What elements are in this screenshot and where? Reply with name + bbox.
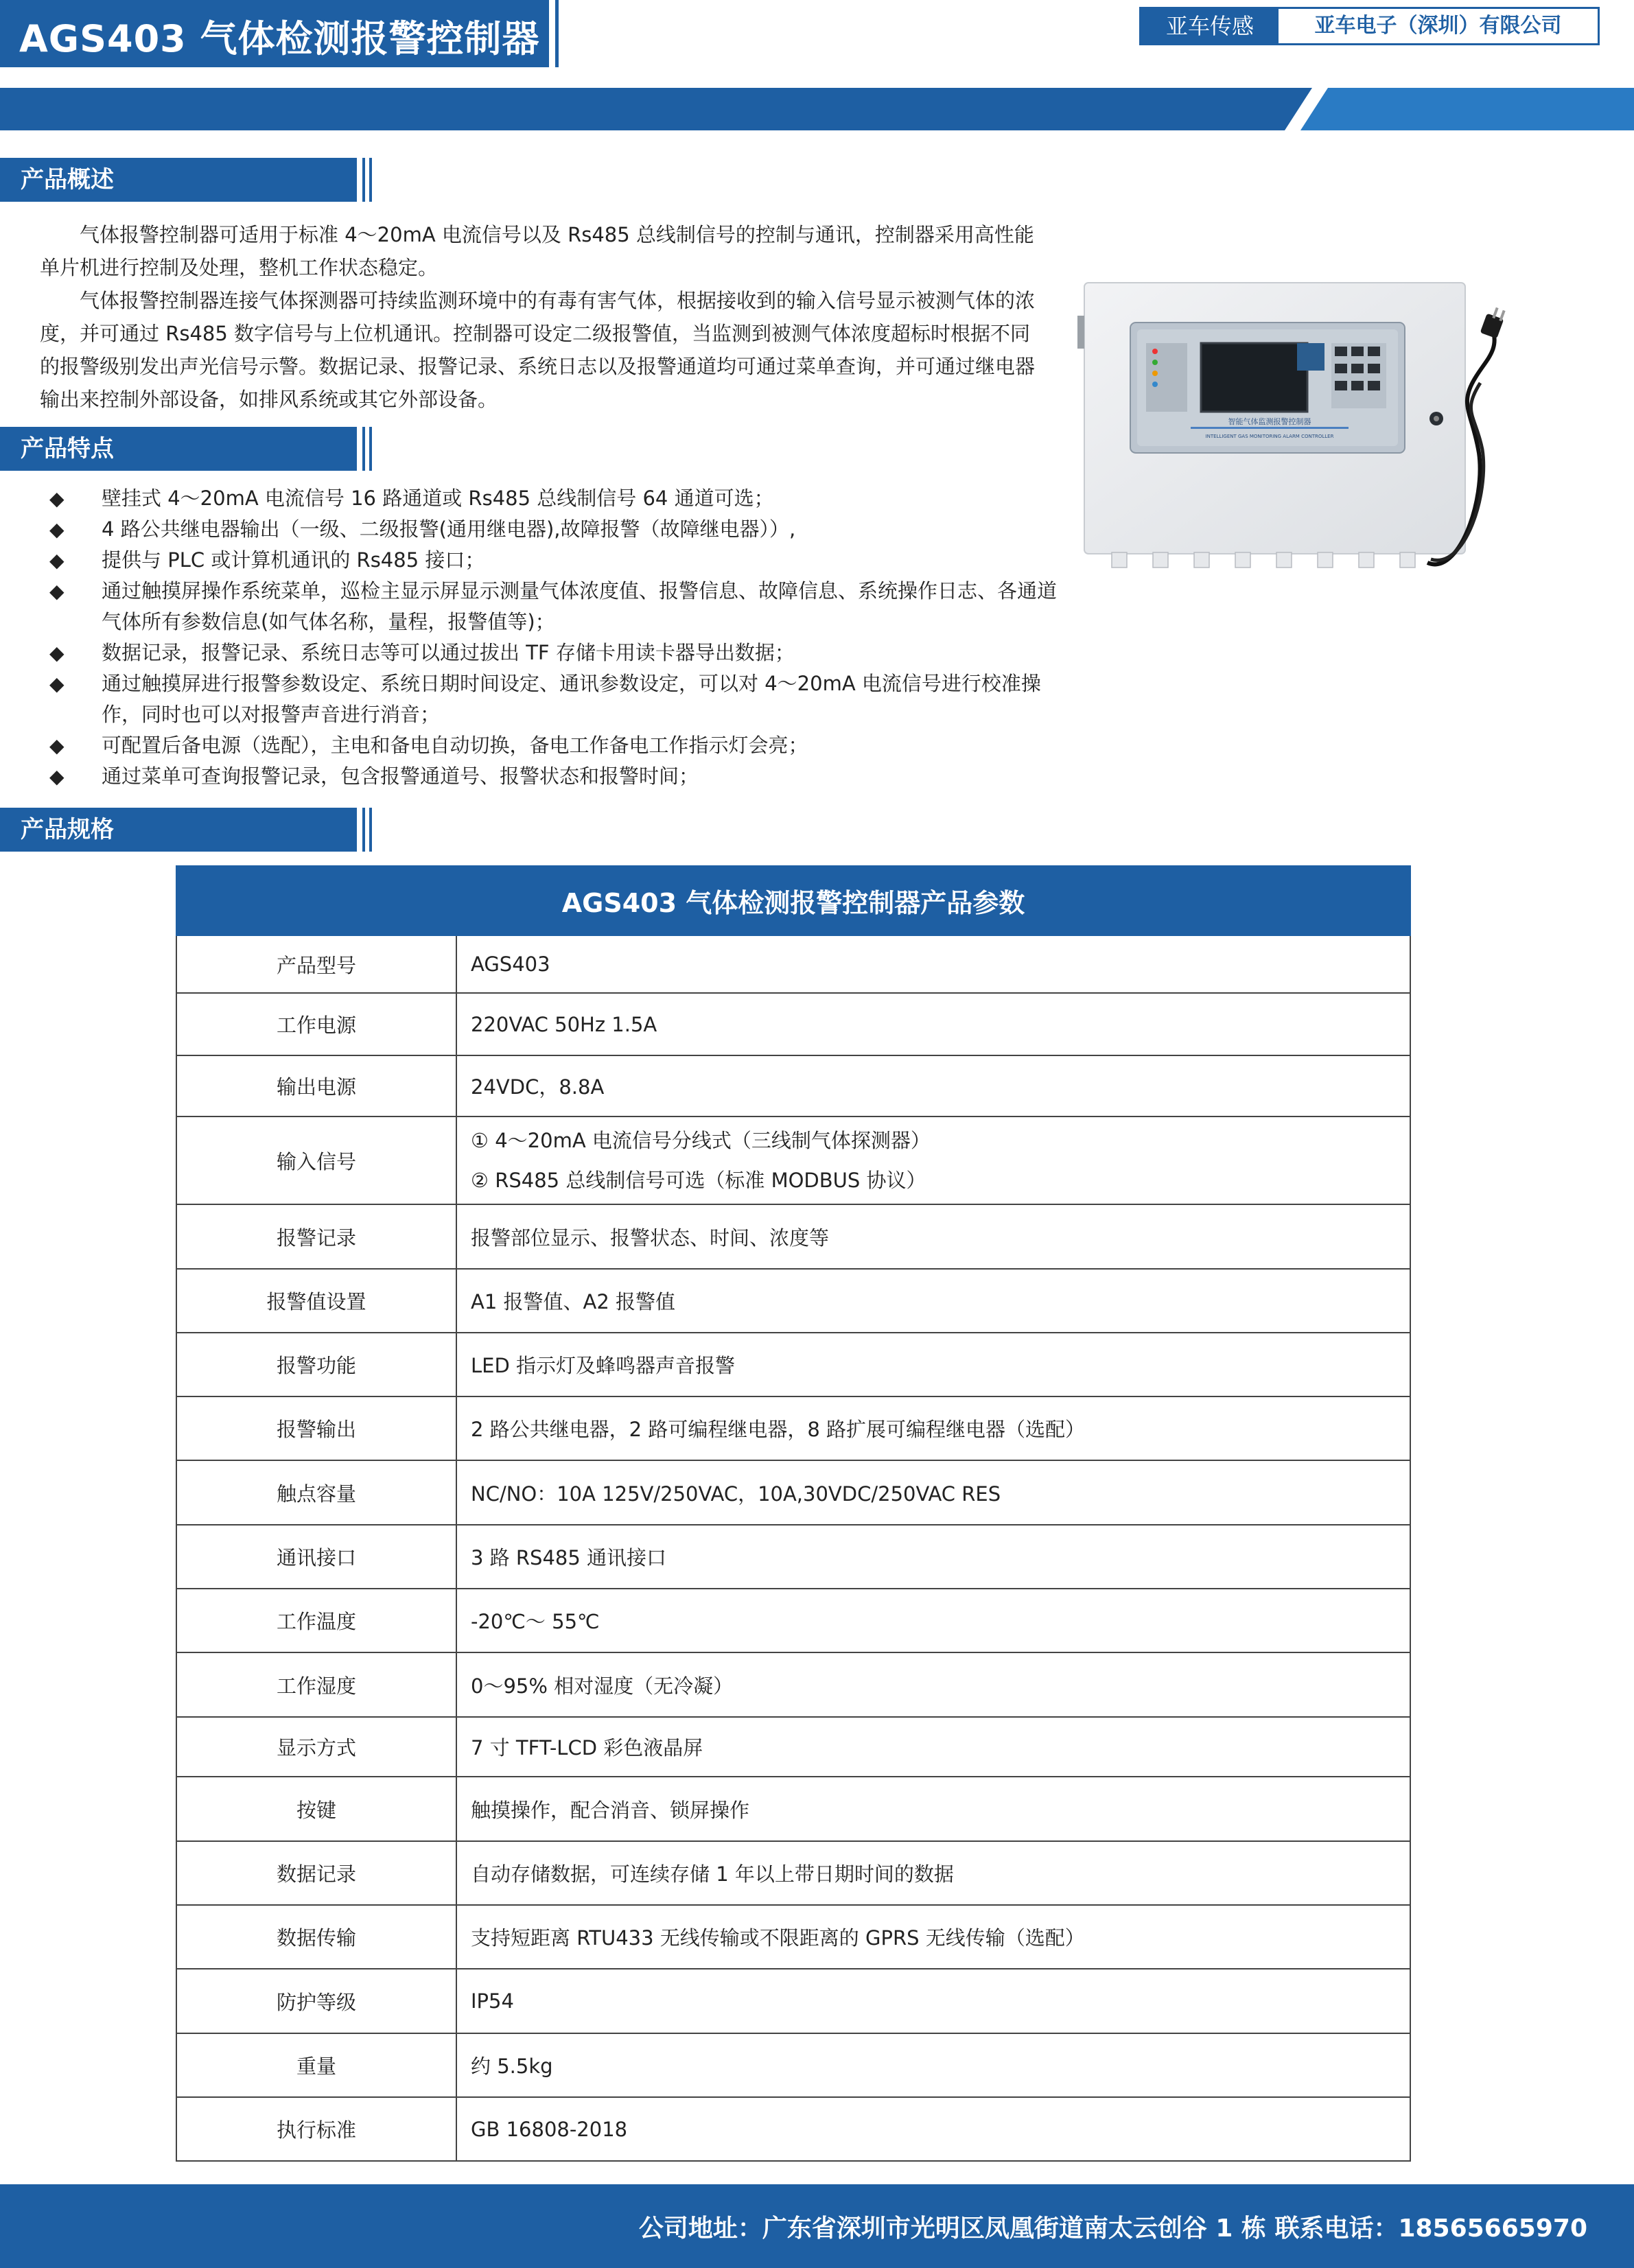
feature-item: ◆ 通过触摸屏进行报警参数设定、系统日期时间设定、通讯参数设定，可以对 4～20mA 电流信号进行校准操作，同时也可以对报警声音进行消音；: [41, 668, 1071, 730]
section-header-overview: [0, 158, 357, 202]
overview-text: [40, 218, 1035, 416]
table-row: 按键 触摸操作，配合消音、锁屏操作: [176, 1777, 1410, 1841]
feature-item: ◆ 通过菜单可查询报警记录，包含报警通道号、报警状态和报警时间；: [41, 761, 1071, 792]
features-list: [41, 483, 1071, 792]
table-row: 工作温度 -20℃～ 55℃: [176, 1589, 1410, 1652]
device-panel-sublabel: INTELLIGENT GAS MONITORING ALARM CONTROLLER: [1205, 434, 1334, 439]
table-row: 执行标准 GB 16808-2018: [176, 2097, 1410, 2161]
brand-box: [1139, 7, 1600, 45]
feature-item: ◆ 壁挂式 4～20mA 电流信号 16 路通道或 Rs485 总线制信号 64 通道可选；: [41, 483, 1071, 514]
table-row: 报警输出 2 路公共继电器，2 路可编程继电器，8 路扩展可编程继电器（选配）: [176, 1396, 1410, 1460]
company-name: 亚车电子（深圳）有限公司: [1314, 14, 1562, 38]
bullet-diamond: ◆: [49, 487, 65, 510]
table-row: 显示方式 7 寸 TFT-LCD 彩色液晶屏: [176, 1717, 1410, 1777]
table-row: 产品型号 AGS403: [176, 935, 1410, 993]
table-row: 重量 约 5.5kg: [176, 2033, 1410, 2097]
table-row: 触点容量 NC/NO：10A 125V/250VAC，10A,30VDC/250VAC RES: [176, 1460, 1410, 1525]
table-row: 数据记录 自动存储数据，可连续存储 1 年以上带日期时间的数据: [176, 1841, 1410, 1905]
bullet-diamond: ◆: [49, 580, 65, 603]
bullet-diamond: ◆: [49, 549, 65, 572]
bullet-diamond: ◆: [49, 765, 65, 788]
footer-bar: [0, 2184, 1634, 2268]
table-row: 报警功能 LED 指示灯及蜂鸣器声音报警: [176, 1333, 1410, 1396]
device-panel-label: 智能气体监测报警控制器: [1228, 417, 1311, 426]
overview-paragraph-2: 气体报警控制器连接气体探测器可持续监测环境中的有毒有害气体，根据接收到的输入信号显示被测气体的浓度，并可通过 Rs485 数字信号与上位机通讯。控制器可设定二级报警值，当监测到被测气体浓度超标时根据不同的报警级别发出声光信号示警。数据记录、报警记录、系统日志以及报警通道均可通过菜单查询，并可通过继电器输出来控制外部设备，如排风系统或其它外部设备。: [40, 289, 1036, 411]
brand-name: 亚车传感: [1141, 9, 1279, 43]
footer-contact: 公司地址：广东省深圳市光明区凤凰街道南太云创谷 1 栋 联系电话：18565665970: [638, 2214, 1587, 2243]
bullet-diamond: ◆: [49, 518, 65, 541]
table-row: 数据传输 支持短距离 RTU433 无线传输或不限距离的 GPRS 无线传输（选配）: [176, 1905, 1410, 1969]
overview-paragraph-1: 气体报警控制器可适用于标准 4～20mA 电流信号以及 Rs485 总线制信号的控制与通讯，控制器采用高性能单片机进行控制及处理，整机工作状态稳定。: [40, 223, 1034, 279]
table-row: 报警值设置 A1 报警值、A2 报警值: [176, 1269, 1410, 1333]
table-row: 输入信号 ① 4～20mA 电流信号分线式（三线制气体探测器） ② RS485 总线制信号可选（标准 MODBUS 协议）: [176, 1117, 1410, 1204]
bullet-diamond: ◆: [49, 642, 65, 664]
title-banner: [0, 0, 549, 67]
table-row: 防护等级 IP54: [176, 1969, 1410, 2033]
bullet-diamond: ◆: [49, 673, 65, 695]
section-header-specs: [0, 808, 357, 852]
section-title-specs: 产品规格: [21, 816, 114, 843]
table-row: 工作电源 220VAC 50Hz 1.5A: [176, 993, 1410, 1055]
section-header-features: [0, 427, 357, 471]
section-title-overview: 产品概述: [21, 166, 114, 194]
title-stripe: [555, 0, 559, 67]
table-row: 报警记录 报警部位显示、报警状态、时间、浓度等: [176, 1204, 1410, 1269]
bullet-diamond: ◆: [49, 734, 65, 757]
table-row: 输出电源 24VDC，8.8A: [176, 1055, 1410, 1117]
device-photo: [1074, 274, 1513, 590]
section-title-features: 产品特点: [21, 435, 114, 463]
feature-item: ◆ 可配置后备电源（选配），主电和备电自动切换，备电工作备电工作指示灯会亮；: [41, 730, 1071, 761]
table-row: 工作湿度 0～95% 相对湿度（无冷凝）: [176, 1652, 1410, 1717]
table-row: 通讯接口 3 路 RS485 通讯接口: [176, 1525, 1410, 1589]
feature-item: ◆ 提供与 PLC 或计算机通讯的 Rs485 接口；: [41, 545, 1071, 576]
page-title: AGS403 气体检测报警控制器: [19, 17, 540, 60]
header-band: [0, 88, 1634, 130]
feature-item: ◆ 4 路公共继电器输出（一级、二级报警(通用继电器),故障报警（故障继电器））,: [41, 514, 1071, 545]
spec-table: [176, 865, 1411, 2162]
spec-table-title: AGS403 气体检测报警控制器产品参数: [176, 866, 1410, 935]
feature-item: ◆ 通过触摸屏操作系统菜单，巡检主显示屏显示测量气体浓度值、报警信息、故障信息、系统操作日志、各通道气体所有参数信息(如气体名称，量程，报警值等)；: [41, 576, 1071, 638]
feature-item: ◆ 数据记录，报警记录、系统日志等可以通过拔出 TF 存储卡用读卡器导出数据；: [41, 638, 1071, 668]
